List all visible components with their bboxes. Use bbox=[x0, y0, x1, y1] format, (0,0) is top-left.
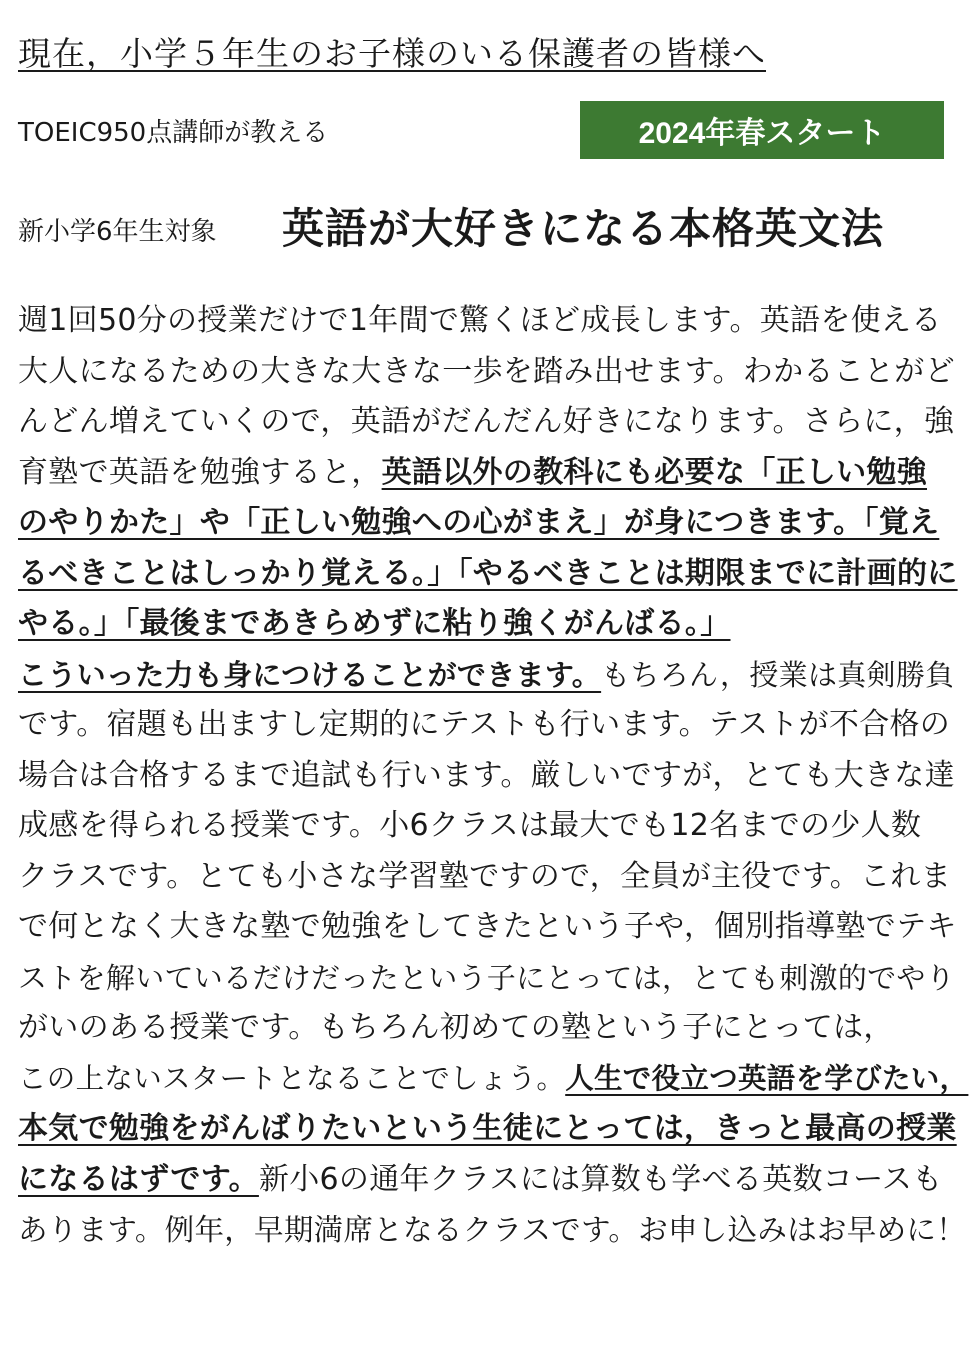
body-text-span: もちろん，授業は真剣勝負 bbox=[601, 657, 955, 692]
teacher-tagline: TOEIC950点講師が教える bbox=[18, 118, 329, 148]
emphasis-text: 人生で役立つ英語を学びたい， bbox=[565, 1061, 969, 1095]
body-line: で何となく大きな塾で勉強をしてきたという子や，個別指導塾でテキ bbox=[18, 909, 957, 944]
body-line bbox=[18, 1155, 968, 1206]
body-line-emphasis: のやりかた」や「正しい勉強への心がまえ」が身につきます。「覚え bbox=[18, 505, 940, 540]
page-heading: 現在，小学５年生のお子様のいる保護者の皆様へ bbox=[18, 34, 766, 73]
body-line: あります。例年，早期満席となるクラスです。お申し込みはお早めに！ bbox=[18, 1213, 966, 1247]
body-line bbox=[18, 1054, 968, 1105]
body-line: がいのある授業です。もちろん初めての塾という子にとっては， bbox=[18, 1010, 894, 1045]
body-line: クラスです。とても小さな学習塾ですので，全員が主役です。これま bbox=[18, 858, 951, 894]
body-line: 成感を得られる授業です。小6クラスは最大でも12名までの少人数 bbox=[18, 808, 922, 843]
body-line: 週1回50分の授業だけで1年間で驚くほど成長します。英語を使える bbox=[18, 303, 942, 338]
body-text-span: 新小6の通年クラスには算数も学べる英数コースも bbox=[258, 1161, 943, 1197]
course-title: 英語が大好きになる本格英文法 bbox=[282, 204, 885, 253]
target-grade: 新小学6年生対象 bbox=[18, 217, 217, 247]
body-line: 大人になるための大きな大きな一歩を踏み出せます。わかることがど bbox=[18, 353, 955, 389]
body-line bbox=[18, 448, 968, 499]
body-line: んどん増えていくので，英語がだんだん好きになります。さらに，強 bbox=[18, 404, 955, 439]
emphasis-text: こういった力も身につけることができます。 bbox=[18, 657, 602, 692]
start-badge: 2024年春スタート bbox=[580, 101, 944, 159]
emphasis-text: になるはずです。 bbox=[18, 1161, 259, 1197]
body-line bbox=[18, 650, 968, 701]
body-text-span: 育塾で英語を勉強すると， bbox=[18, 454, 382, 490]
body-text bbox=[18, 296, 968, 1256]
body-line: 場合は合格するまで追試も行います。厳しいですが，とても大きな達 bbox=[18, 757, 955, 793]
body-text-span: この上ないスタートとなることでしょう。 bbox=[18, 1061, 566, 1095]
body-line-emphasis: やる。」「最後まであきらめずに粘り強くがんばる。」 bbox=[18, 606, 731, 641]
body-line: です。宿題も出ますし定期的にテストも行います。テストが不合格の bbox=[18, 707, 951, 742]
emphasis-text: 英語以外の教科にも必要な「正しい勉強 bbox=[381, 454, 928, 490]
body-line-emphasis: 本気で勉強をがんばりたいという生徒にとっては，きっと最高の授業 bbox=[18, 1111, 957, 1146]
body-line: ストを解いているだけだったという子にとっては，とても刺激的でやり bbox=[18, 960, 956, 995]
body-line-emphasis: るべきことはしっかり覚える。」「やるべきことは期限までに計画的に bbox=[18, 555, 958, 591]
